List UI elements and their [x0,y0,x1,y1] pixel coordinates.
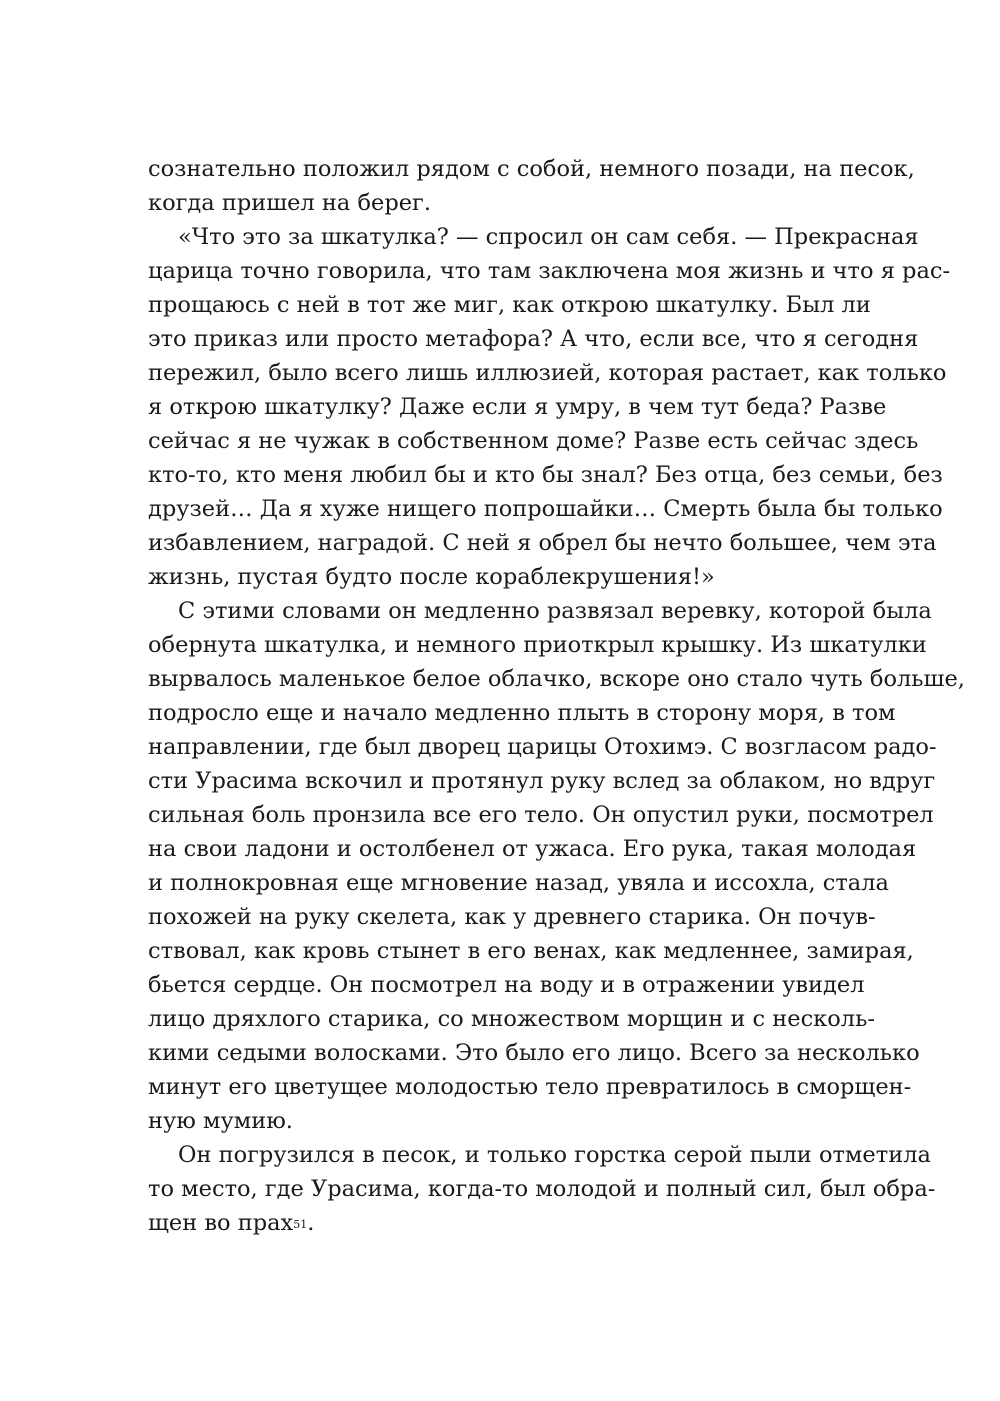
text-line: направлении, где был дворец царицы Отохимэ. С возгласом радо- [148,734,937,760]
text-line: это приказ или просто метафора? А что, если все, что я сегодня [148,326,919,352]
text-line: кто-то, кто меня любил бы и кто бы знал? Без отца, без семьи, без [148,462,943,488]
text-line: «Что это за шкатулка? — спросил он сам себя. — Прекрасная [178,224,919,250]
text-line: С этими словами он медленно развязал веревку, которой была [178,598,932,624]
trailing-punctuation: . [307,1210,315,1236]
text-line: и полнокровная еще мгновение назад, увяла и иссохла, стала [148,870,889,896]
text-line: похожей на руку скелета, как у древнего старика. Он почув- [148,904,876,930]
text-line: когда пришел на берег. [148,190,431,216]
text-line: обернута шкатулка, и немного приоткрыл крышку. Из шкатулки [148,632,927,658]
text-line: то место, где Урасима, когда-то молодой и полный сил, был обра- [148,1176,936,1202]
text-line: жизнь, пустая будто после кораблекрушения!» [148,564,715,590]
text-line: сти Урасима вскочил и протянул руку вслед за облаком, но вдруг [148,768,936,794]
text-line: ствовал, как кровь стынет в его венах, как медленнее, замирая, [148,938,914,964]
text-line: сейчас я не чужак в собственном доме? Разве есть сейчас здесь [148,428,919,454]
text-line: Он погрузился в песок, и только горстка серой пыли отметила [178,1142,931,1168]
text-line: подросло еще и начало медленно плыть в сторону моря, в том [148,700,896,726]
text-line: друзей… Да я хуже нищего попрошайки… Смерть была бы только [148,496,943,522]
text-line: минут его цветущее молодостью тело превратилось в сморщен- [148,1074,912,1100]
text-line: прощаюсь с ней в тот же миг, как открою шкатулку. Был ли [148,292,871,318]
text-line: сознательно положил рядом с собой, немного позади, на песок, [148,156,915,182]
text-line: избавлением, наградой. С ней я обрел бы нечто большее, чем эта [148,530,937,556]
text-line: вырвалось маленькое белое облачко, вскоре оно стало чуть больше, [148,666,965,692]
text-line: кими седыми волосками. Это было его лицо. Всего за несколько [148,1040,920,1066]
text-line: ную мумию. [148,1108,293,1134]
text-line: пережил, было всего лишь иллюзией, которая растает, как только [148,360,947,386]
text-line: сильная боль пронзила все его тело. Он опустил руки, посмотрел [148,802,934,828]
text-line: царица точно говорила, что там заключена моя жизнь и что я рас- [148,258,951,284]
text-line: щен во прах$^{51}$. [148,1210,315,1236]
text-line: на свои ладони и остолбенел от ужаса. Его рука, такая молодая [148,836,917,862]
text-line: лицо дряхлого старика, со множеством морщин и с несколь- [148,1006,875,1032]
footnote-reference: 51 [293,1218,308,1231]
text-line: я открою шкатулку? Даже если я умру, в чем тут беда? Разве [148,394,887,420]
text-line: бьется сердце. Он посмотрел на воду и в отражении увидел [148,972,865,998]
